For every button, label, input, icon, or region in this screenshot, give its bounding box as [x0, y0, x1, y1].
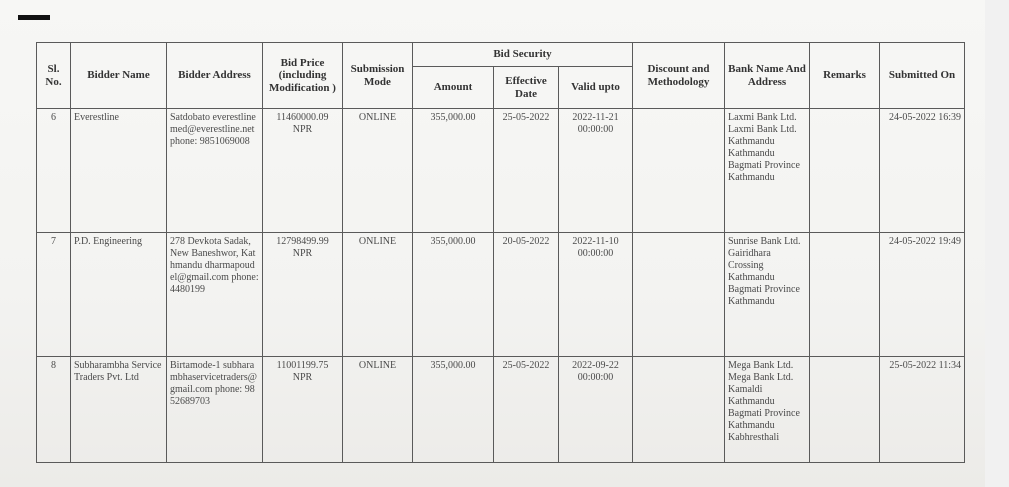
- cell-bank: Laxmi Bank Ltd. Laxmi Bank Ltd. Kathmandu Kathmandu Bagmati Province Kathmandu: [725, 109, 810, 233]
- cell-discount: [633, 357, 725, 463]
- cell-submitted-on: 24-05-2022 16:39: [880, 109, 965, 233]
- cell-sl: 6: [37, 109, 71, 233]
- cell-bidder-name: P.D. Engineering: [71, 233, 167, 357]
- cell-bid-price: 11460000.09 NPR: [263, 109, 343, 233]
- cell-remarks: [810, 233, 880, 357]
- cell-bid-price: 12798499.99 NPR: [263, 233, 343, 357]
- cell-bidder-address: Satdobato everestlinemed@everestline.net phone: 9851069008: [167, 109, 263, 233]
- header-effective-date: Effective Date: [494, 67, 559, 109]
- header-discount: Discount and Methodology: [633, 43, 725, 109]
- cell-submission-mode: ONLINE: [343, 233, 413, 357]
- header-valid-upto: Valid upto: [559, 67, 633, 109]
- table-row: [37, 109, 965, 233]
- cell-bank: Sunrise Bank Ltd. Gairidhara Crossing Kathmandu Bagmati Province Kathmandu: [725, 233, 810, 357]
- header-submitted-on: Submitted On: [880, 43, 965, 109]
- cell-valid-upto: 2022-11-21 00:00:00: [559, 109, 633, 233]
- cell-amount: 355,000.00: [413, 233, 494, 357]
- header-submission-mode: Submission Mode: [343, 43, 413, 109]
- page-margin: [985, 0, 1009, 487]
- cell-bidder-name: Everestline: [71, 109, 167, 233]
- cell-remarks: [810, 109, 880, 233]
- header-sl-no: Sl. No.: [37, 43, 71, 109]
- table-row: [37, 357, 965, 463]
- cell-remarks: [810, 357, 880, 463]
- cell-bidder-name: Subharambha Service Traders Pvt. Ltd: [71, 357, 167, 463]
- cell-discount: [633, 109, 725, 233]
- cell-bidder-address: 278 Devkota Sadak, New Baneshwor, Kathmandu dharmapoudel@gmail.com phone: 4480199: [167, 233, 263, 357]
- cell-submitted-on: 24-05-2022 19:49: [880, 233, 965, 357]
- cell-discount: [633, 233, 725, 357]
- cell-effective-date: 20-05-2022: [494, 233, 559, 357]
- cell-valid-upto: 2022-11-10 00:00:00: [559, 233, 633, 357]
- cell-submission-mode: ONLINE: [343, 357, 413, 463]
- cell-sl: 8: [37, 357, 71, 463]
- cell-bank: Mega Bank Ltd. Mega Bank Ltd. Kamaldi Kathmandu Bagmati Province Kathmandu Kabhresthali: [725, 357, 810, 463]
- cell-valid-upto: 2022-09-22 00:00:00: [559, 357, 633, 463]
- cell-bid-price: 11001199.75 NPR: [263, 357, 343, 463]
- cell-effective-date: 25-05-2022: [494, 109, 559, 233]
- header-amount: Amount: [413, 67, 494, 109]
- header-bank: Bank Name And Address: [725, 43, 810, 109]
- header-remarks: Remarks: [810, 43, 880, 109]
- bid-evaluation-table: [36, 42, 965, 463]
- header-bidder-name: Bidder Name: [71, 43, 167, 109]
- scan-mark: [18, 15, 50, 20]
- table-row: [37, 233, 965, 357]
- cell-submission-mode: ONLINE: [343, 109, 413, 233]
- cell-amount: 355,000.00: [413, 357, 494, 463]
- header-bid-price: Bid Price (including Modification ): [263, 43, 343, 109]
- cell-sl: 7: [37, 233, 71, 357]
- cell-effective-date: 25-05-2022: [494, 357, 559, 463]
- header-bidder-address: Bidder Address: [167, 43, 263, 109]
- cell-amount: 355,000.00: [413, 109, 494, 233]
- cell-submitted-on: 25-05-2022 11:34: [880, 357, 965, 463]
- cell-bidder-address: Birtamode-1 subharambhaservicetraders@gmail.com phone: 9852689703: [167, 357, 263, 463]
- header-bid-security: Bid Security: [413, 43, 633, 67]
